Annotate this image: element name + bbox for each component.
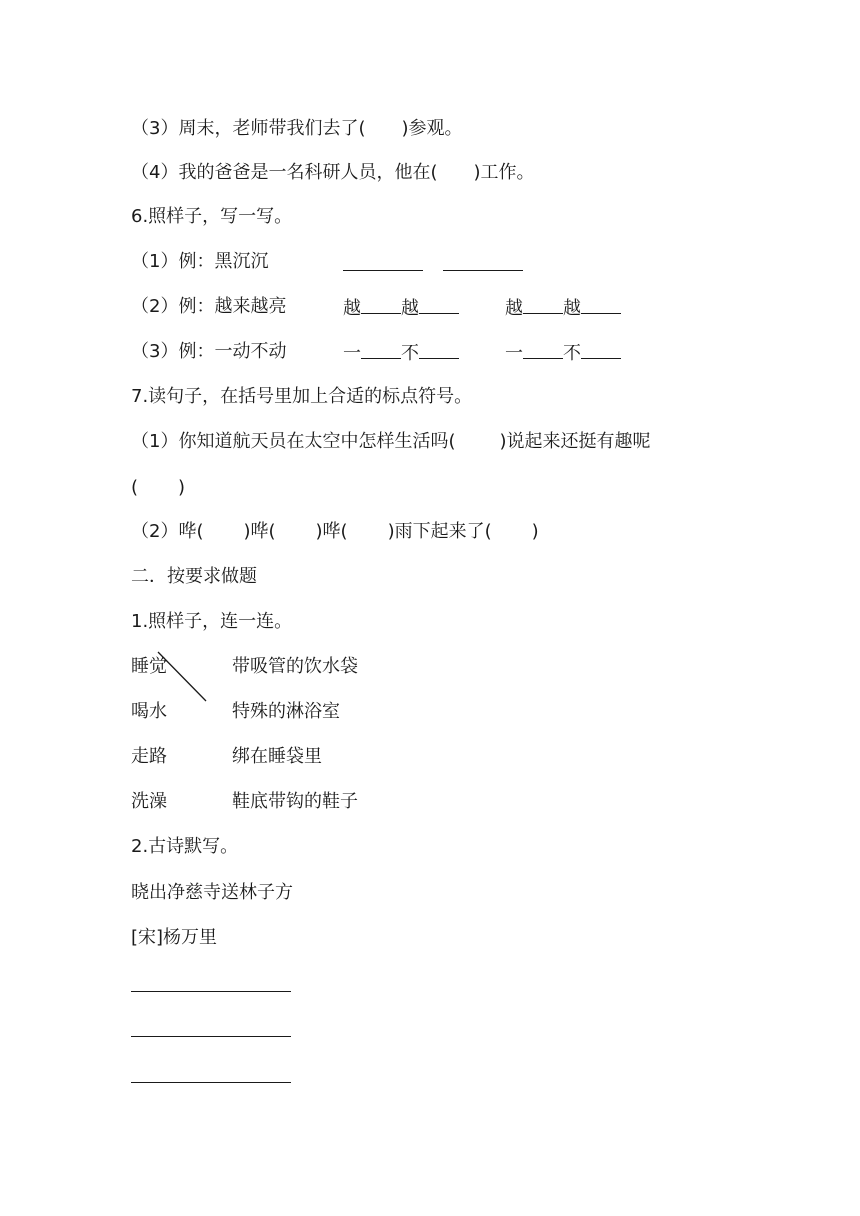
q5-item-3-suffix: )参观。 [401,118,463,139]
q6-item-3-label: （3）例：一动不动 [131,341,287,362]
match-right-3[interactable]: 绑在睡袋里 [232,746,322,767]
q6-item-2-pattern-2: 越 越 [505,295,621,321]
poem-title: 晓出净慈寺送林子方 [131,882,293,903]
q5-item-3-prefix: （3）周末，老师带我们去了( [131,118,366,139]
q6-item-2-label: （2）例：越来越亮 [131,296,287,317]
s2-q1-heading: 1.照样子，连一连。 [131,611,293,632]
q7-item-1-line-2: ( ) [131,477,186,498]
q7-heading: 7.读句子，在括号里加上合适的标点符号。 [131,386,473,407]
match-left-2[interactable]: 喝水 [131,701,167,722]
section-2-heading: 二．按要求做题 [131,566,257,587]
q6-item-1-label: （1）例：黑沉沉 [131,251,269,272]
match-right-2[interactable]: 特殊的淋浴室 [232,701,340,722]
q5-item-4-prefix: （4）我的爸爸是一名科研人员，他在( [131,162,438,183]
match-left-1[interactable]: 睡觉 [131,656,167,677]
q6-heading: 6.照样子，写一写。 [131,206,293,227]
q6-item-2-pattern-1: 越 越 [343,295,459,321]
s2-q2-heading: 2.古诗默写。 [131,836,239,857]
q6-item-3-pattern-1: 一 不 [343,340,459,366]
poem-author: [宋]杨万里 [131,927,218,948]
q7-item-2: （2）哗( )哗( )哗( )雨下起来了( ) [131,521,539,542]
connector-line [158,652,206,701]
match-left-3[interactable]: 走路 [131,746,167,767]
q6-item-3-pattern-2: 一 不 [505,340,621,366]
poem-line-blank-3[interactable] [131,1082,291,1083]
poem-line-blank-2[interactable] [131,1036,291,1037]
match-right-4[interactable]: 鞋底带钩的鞋子 [232,791,358,812]
match-right-1[interactable]: 带吸管的饮水袋 [232,656,358,677]
q5-item-4-suffix: )工作。 [473,162,535,183]
q7-item-1: （1）你知道航天员在太空中怎样生活吗( )说起来还挺有趣呢 [131,431,651,452]
match-left-4[interactable]: 洗澡 [131,791,167,812]
poem-line-blank-1[interactable] [131,991,291,992]
